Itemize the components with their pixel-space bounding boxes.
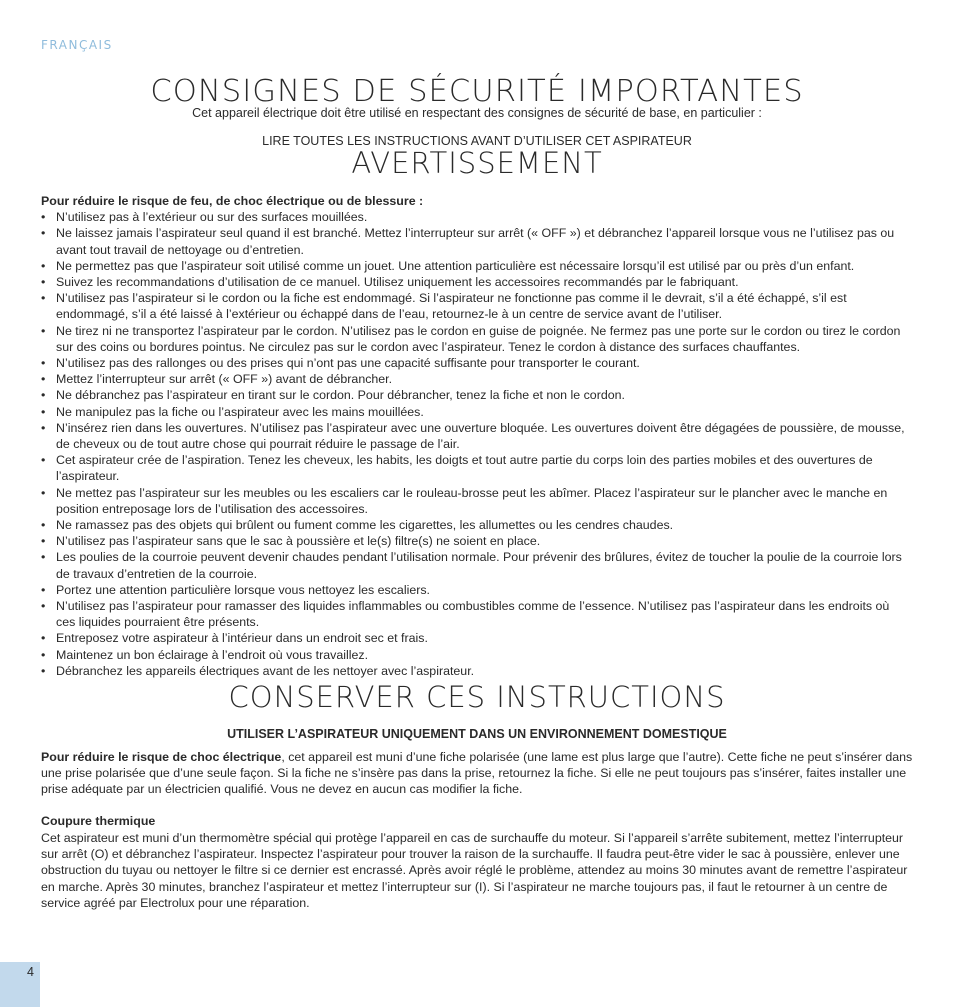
list-item: • Portez une attention particulière lorsque vous nettoyez les escaliers. — [41, 582, 911, 598]
list-item: • N’utilisez pas l’aspirateur sans que le sac à poussière et le(s) filtre(s) ne soient en place. — [41, 533, 911, 549]
polarized-plug-paragraph — [41, 749, 913, 798]
page-subtitle: Cet appareil électrique doit être utilisé en respectant des consignes de sécurité de base, en particulier : — [192, 106, 762, 120]
warning-list — [41, 209, 911, 679]
list-item: • N’utilisez pas à l’extérieur ou sur des surfaces mouillées. — [41, 209, 911, 225]
list-item: • N’utilisez pas l’aspirateur si le cordon ou la fiche est endommagé. Si l’aspirateur ne fonctionne pas comme il le devrait, s’il a été échappé, s’il est endommagé, s’il a été laissé à l’extérieur ou échappé dans de l’eau, retournez-le à un centre de service avant de l’utiliser. — [41, 290, 911, 322]
warning-section — [41, 193, 911, 679]
polarized-text: , cet appareil est muni d’une fiche polarisée (une lame est plus large que l’autre). Cette fiche ne peut s’insérer dans une prise polarisée que d’une seule façon. Si la fiche ne s’insère pas dans la prise, retournez la fiche. Si elle ne peut toujours pas s’insérer, faites installer une prise adéquate par un électricien qualifié. Vous ne devez en aucun cas modifier la fiche. — [41, 750, 913, 797]
list-item: • Suivez les recommandations d’utilisation de ce manuel. Utilisez uniquement les accessoires recommandés par le fabriquant. — [41, 274, 911, 290]
list-item: • N’insérez rien dans les ouvertures. N’utilisez pas l’aspirateur avec une ouverture bloquée. Les ouvertures doivent être dégagées de poussière, de mousse, de cheveux ou de tout autre chose qui pourrait réduire le passage de l’air. — [41, 420, 911, 452]
save-instructions-heading: CONSERVER CES INSTRUCTIONS — [228, 680, 726, 714]
list-item: • Maintenez un bon éclairage à l’endroit où vous travaillez. — [41, 647, 911, 663]
list-item: • N’utilisez pas des rallonges ou des prises qui n’ont pas une capacité suffisante pour transporter le courant. — [41, 355, 911, 371]
list-item: • Les poulies de la courroie peuvent devenir chaudes pendant l’utilisation normale. Pour prévenir des brûlures, évitez de toucher la poulie de la courroie lors de travaux d’entretien de la courroie. — [41, 549, 911, 581]
thermal-cutoff-paragraph: Cet aspirateur est muni d’un thermomètre spécial qui protège l’appareil en cas de surchauffe du moteur. Si l’appareil s’arrête subitement, mettez l’interrupteur sur arrêt (O) et débranchez l’aspirateur. Inspectez l’aspirateur pour trouver la raison de la surchauffe. Il faudra peut-être vider le sac à poussière, enlever une obstruction du tuyau ou nettoyer le filtre si ce dernier est encrassé. Après avoir réglé le problème, attendez au moins 30 minutes avant de remettre l’aspirateur en marche. Après 30 minutes, branchez l’aspirateur et mettez l’interrupteur sur (I). Si l’aspirateur ne marche toujours pas, il faut le retourner à un centre de service agréé par Electrolux pour une réparation. — [41, 831, 908, 910]
language-label: FRANÇAIS — [41, 38, 113, 52]
list-item: • Cet aspirateur crée de l’aspiration. Tenez les cheveux, les habits, les doigts et tout autre partie du corps loin des parties mobiles et des ouvertures de l’aspirateur. — [41, 452, 911, 484]
list-item: • Ne laissez jamais l’aspirateur seul quand il est branché. Mettez l’interrupteur sur arrêt (« OFF ») et débranchez l’appareil lorsque vous ne l’utilisez pas ou avant tout travail de nettoyage ou d’entretien. — [41, 225, 911, 257]
list-item: • N’utilisez pas l’aspirateur pour ramasser des liquides inflammables ou combustibles comme de l’essence. N’utilisez pas l’aspirateur dans les endroits où ces liquides pourraient être présents. — [41, 598, 911, 630]
list-item: • Ne tirez ni ne transportez l’aspirateur par le cordon. N’utilisez pas le cordon en guise de poignée. Ne fermez pas une porte sur le cordon ou tirez le cordon sur des coins ou bordures pointus. Ne circulez pas sur le cordon avec l’aspirateur. Tenez le cordon à distance des surfaces chauffantes. — [41, 323, 911, 355]
thermal-cutoff-heading: Coupure thermique — [41, 814, 156, 828]
list-item: • Débranchez les appareils électriques avant de les nettoyer avec l’aspirateur. — [41, 663, 911, 679]
list-item: • Ne débranchez pas l’aspirateur en tirant sur le cordon. Pour débrancher, tenez la fiche et non le cordon. — [41, 387, 911, 403]
list-item: • Ne permettez pas que l’aspirateur soit utilisé comme un jouet. Une attention particulière est nécessaire lorsqu’il est utilisé par ou près d’un enfant. — [41, 258, 911, 274]
list-item: • Ne mettez pas l’aspirateur sur les meubles ou les escaliers car le rouleau-brosse peut les abîmer. Placez l’aspirateur sur le plancher avec le manche en position entreposage lors de l’utilisation des accessoires. — [41, 485, 911, 517]
warning-heading: AVERTISSEMENT — [351, 146, 603, 180]
polarized-lead: Pour réduire le risque de choc électrique — [41, 750, 282, 764]
domestic-use-note: UTILISER L’ASPIRATEUR UNIQUEMENT DANS UN ENVIRONNEMENT DOMESTIQUE — [227, 727, 727, 741]
list-item: • Entreposez votre aspirateur à l’intérieur dans un endroit sec et frais. — [41, 630, 911, 646]
page-title: CONSIGNES DE SÉCURITÉ IMPORTANTES — [150, 74, 804, 109]
read-all-notice: LIRE TOUTES LES INSTRUCTIONS AVANT D’UTILISER CET ASPIRATEUR — [262, 134, 692, 148]
warning-intro: Pour réduire le risque de feu, de choc électrique ou de blessure : — [41, 194, 424, 208]
page-number: 4 — [27, 965, 34, 979]
list-item: • Mettez l’interrupteur sur arrêt (« OFF ») avant de débrancher. — [41, 371, 911, 387]
list-item: • Ne ramassez pas des objets qui brûlent ou fument comme les cigarettes, les allumettes ou les cendres chaudes. — [41, 517, 911, 533]
list-item: • Ne manipulez pas la fiche ou l’aspirateur avec les mains mouillées. — [41, 404, 911, 420]
page-tab — [0, 962, 40, 1007]
